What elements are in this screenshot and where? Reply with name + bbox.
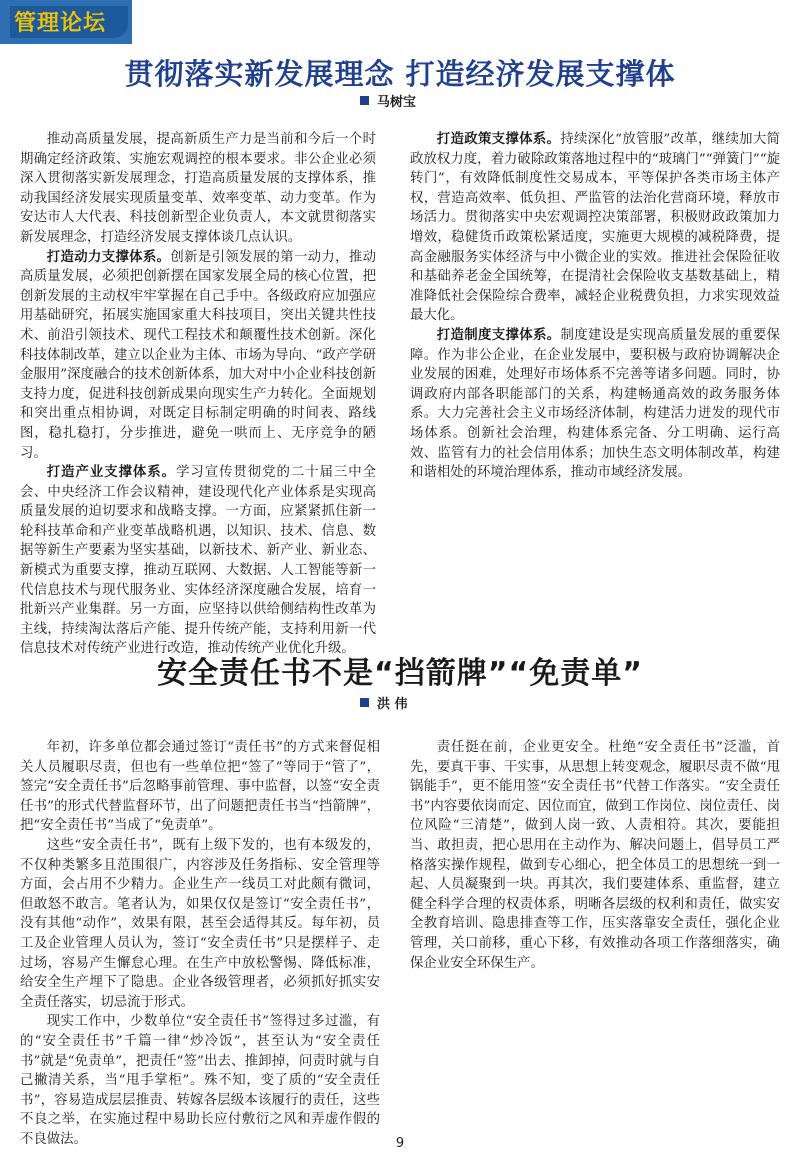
column-tag (0, 0, 132, 44)
article1-paragraph: 打造动力支撑体系。创新是引领发展的第一动力，推动高质量发展，必须把创新摆在国家发展全局的核心位置，把创新发展的主动权牢牢掌握在自己手中。各级政府应加强应用基础研究，拓展实施国家重大科技项目，突出关键共性技术、前沿引领技术、现代工程技术和颠覆性技术创新。深化科技体制改革，建立以企业为主体、市场为导向、“政产学研金服用”深度融合的技术创新体系，加大对中小企业科技创新支持力度，促进科技创新成果向现实生产力转化。全面规划和突出重点相协调，对既定目标制定明确的时间表、路线图，稳扎稳打，分步推进，避免一哄而上、无序竞争的陋习。 (20, 248, 376, 461)
article2-paragraph: 这些“安全责任书”，既有上级下发的，也有本级发的，不仅种类繁多且范围很广，内容涉及任务指标、安全管理等方面，会占用不少精力。企业生产一线员工对此颇有微词，但敢怒不敢言。笔者认为，如果仅仅是签订“安全责任书”，没有其他“动作”，效果有限，甚至会适得其反。每年初，员工及企业管理人员认为，签订“安全责任书”只是摆样子、走过场，容易产生懈怠心理。在生产中放松警惕、降低标准，给安全生产埋下了隐患。企业各级管理者，必须抓好抓实安全责任落实，切忌流于形式。 (20, 837, 380, 1010)
article1-heading: 打造产业支撑体系。 (46, 464, 176, 481)
square-bullet-icon (360, 698, 369, 707)
article1-author: 马树宝 (377, 95, 417, 110)
section-label: 管理论坛 (14, 11, 107, 36)
article2-paragraph: 年初，许多单位都会通过签订“责任书”的方式来督促相关人员履职尽责，但也有一些单位把“签了”等同于“管了”，签完“安全责任书”后忽略事前管理、事中监督，以签“安全责任书”的形式代替监督环节，出了问题把责任书当“挡箭牌”，把“安全责任书”当成了“免责单”。 (20, 740, 380, 834)
article2-column-left (20, 738, 380, 1147)
article1-heading: 打造政策支撑体系。 (436, 131, 561, 147)
article1-paragraph: 打造政策支撑体系。持续深化“放管服”改革，继续加大简政放权力度，着力破除政策落地过程中的“玻璃门”“弹簧门”“旋转门”，有效降低制度性交易成本，平等保护各类市场主体产权，营造高效率、低负担、严监管的法治化营商环境，释放市场活力。贯彻落实中央宏观调控决策部署，积极财政政策加力增效，稳健货币政策松紧适度，实施更大规模的减税降费，提高金融服务实体经济与中小微企业的实效。推进社会保险征收和基础养老金全国统筹，在提清社会保险收支基数基础上，精准降低社会保险综合费率，减轻企业税费负担，力求实现效益最大化。 (410, 131, 780, 324)
article1-paragraph: 打造产业支撑体系。学习宣传贯彻党的二十届三中全会、中央经济工作会议精神，建设现代化产业体系是实现高质量发展的迫切要求和战略支撑。一方面，应紧紧抓住新一轮科技革命和产业变革战略机遇，以知识、技术、信息、数据等新生产要素为坚实基础，以新技术、新产业、新业态、新模式为重要支撑，推动互联网、大数据、人工智能等新一代信息技术与现代服务业、实体经济深度融合发展，培育一批新兴产业集群。另一方面，应坚持以供给侧结构性改革为主线，持续淘汰落后产能、提升传统产能，支持利用新一代信息技术对传统产业进行改造，推动传统产业优化升级。 (20, 464, 377, 657)
article1-heading: 打造动力支撑体系。 (46, 248, 171, 265)
article1-paragraph: 打造制度支撑体系。制度建设是实现高质量发展的重要保障。作为非公企业，在企业发展中，要积极与政府协调解决企业发展的困难，处理好市场体系不完善等诸多问题。同时，协调政府内部各职能部门的关系，构建畅通高效的政务服务体系。大力完善社会主义市场经济体制，构建活力迸发的现代市场体系。创新社会治理，构建体系完备、分工明确、运行高效、监管有力的社会信用体系；加快生态文明体制改革，构建和谐相处的环境治理体系，推动市域经济发展。 (410, 326, 781, 481)
article2-byline (360, 693, 408, 712)
page-number: 9 (395, 1136, 405, 1151)
article1-byline (360, 91, 416, 110)
article2-column-right (410, 738, 780, 1138)
article1-paragraph: 推动高质量发展，提高新质生产力是当前和今后一个时期确定经济政策、实施宏观调控的根本要求。非公企业必须深入贯彻落实新发展理念，打造高质量发展的支撑体系，推动我国经济发展实现质量变革、效率变革、动力变革。作为安达市人大代表、科技创新型企业负责人，本文就贯彻落实新发展理念，打造经济发展支撑体谈几点认识。 (20, 132, 376, 245)
article1-column-left (20, 130, 377, 657)
article2-paragraph: 现实工作中，少数单位“安全责任书”签得过多过滥，有的“安全责任书”千篇一律“炒冷饭”，甚至认为“安全责任书”就是“免责单”，把责任“签”出去、推卸掉，问责时就与自己撇清关系，当“甩手掌柜”。殊不知，变了质的“安全责任书”，容易造成层层推责、转嫁各层级本该履行的责任，这些不良之举，在实施过程中易助长应付敷衍之风和弄虚作假的不良做法。 (20, 1014, 380, 1147)
article1-column-right (410, 130, 780, 638)
article2-author: 洪 伟 (377, 697, 408, 712)
article2-paragraph: 责任挺在前，企业更安全。杜绝“安全责任书”泛滥，首先，要真干事、干实事，从思想上转变观念，履职尽责不做“甩锅能手”，更不能用签“安全责任书”代替工作落实。“安全责任书”内容要依岗而定、因位而宜，做到工作岗位、岗位责任、岗位风险“三清楚”，做到人岗一致、人责相符。其次，要能担当、敢担责，把心思用在主动作为、解决问题上，倡导员工严格落实操作规程，做到专心细心，把全体员工的思想统一到一起、人员凝聚到一块。再其次，我们要建体系、重监督，建立健全科学合理的权责体系，明晰各层级的权利和责任，做实安全教育培训、隐患排查等工作，压实落靠安全责任，强化企业管理，关口前移，重心下移，有效推动各项工作落细落实，确保企业安全环保生产。 (410, 740, 780, 971)
article2-title: 安全责任书不是“挡箭牌”“免责单” (157, 656, 643, 691)
article1-title: 贯彻落实新发展理念 打造经济发展支撑体 (124, 57, 676, 91)
article1-heading: 打造制度支撑体系。 (436, 326, 561, 343)
square-bullet-icon (360, 96, 369, 105)
